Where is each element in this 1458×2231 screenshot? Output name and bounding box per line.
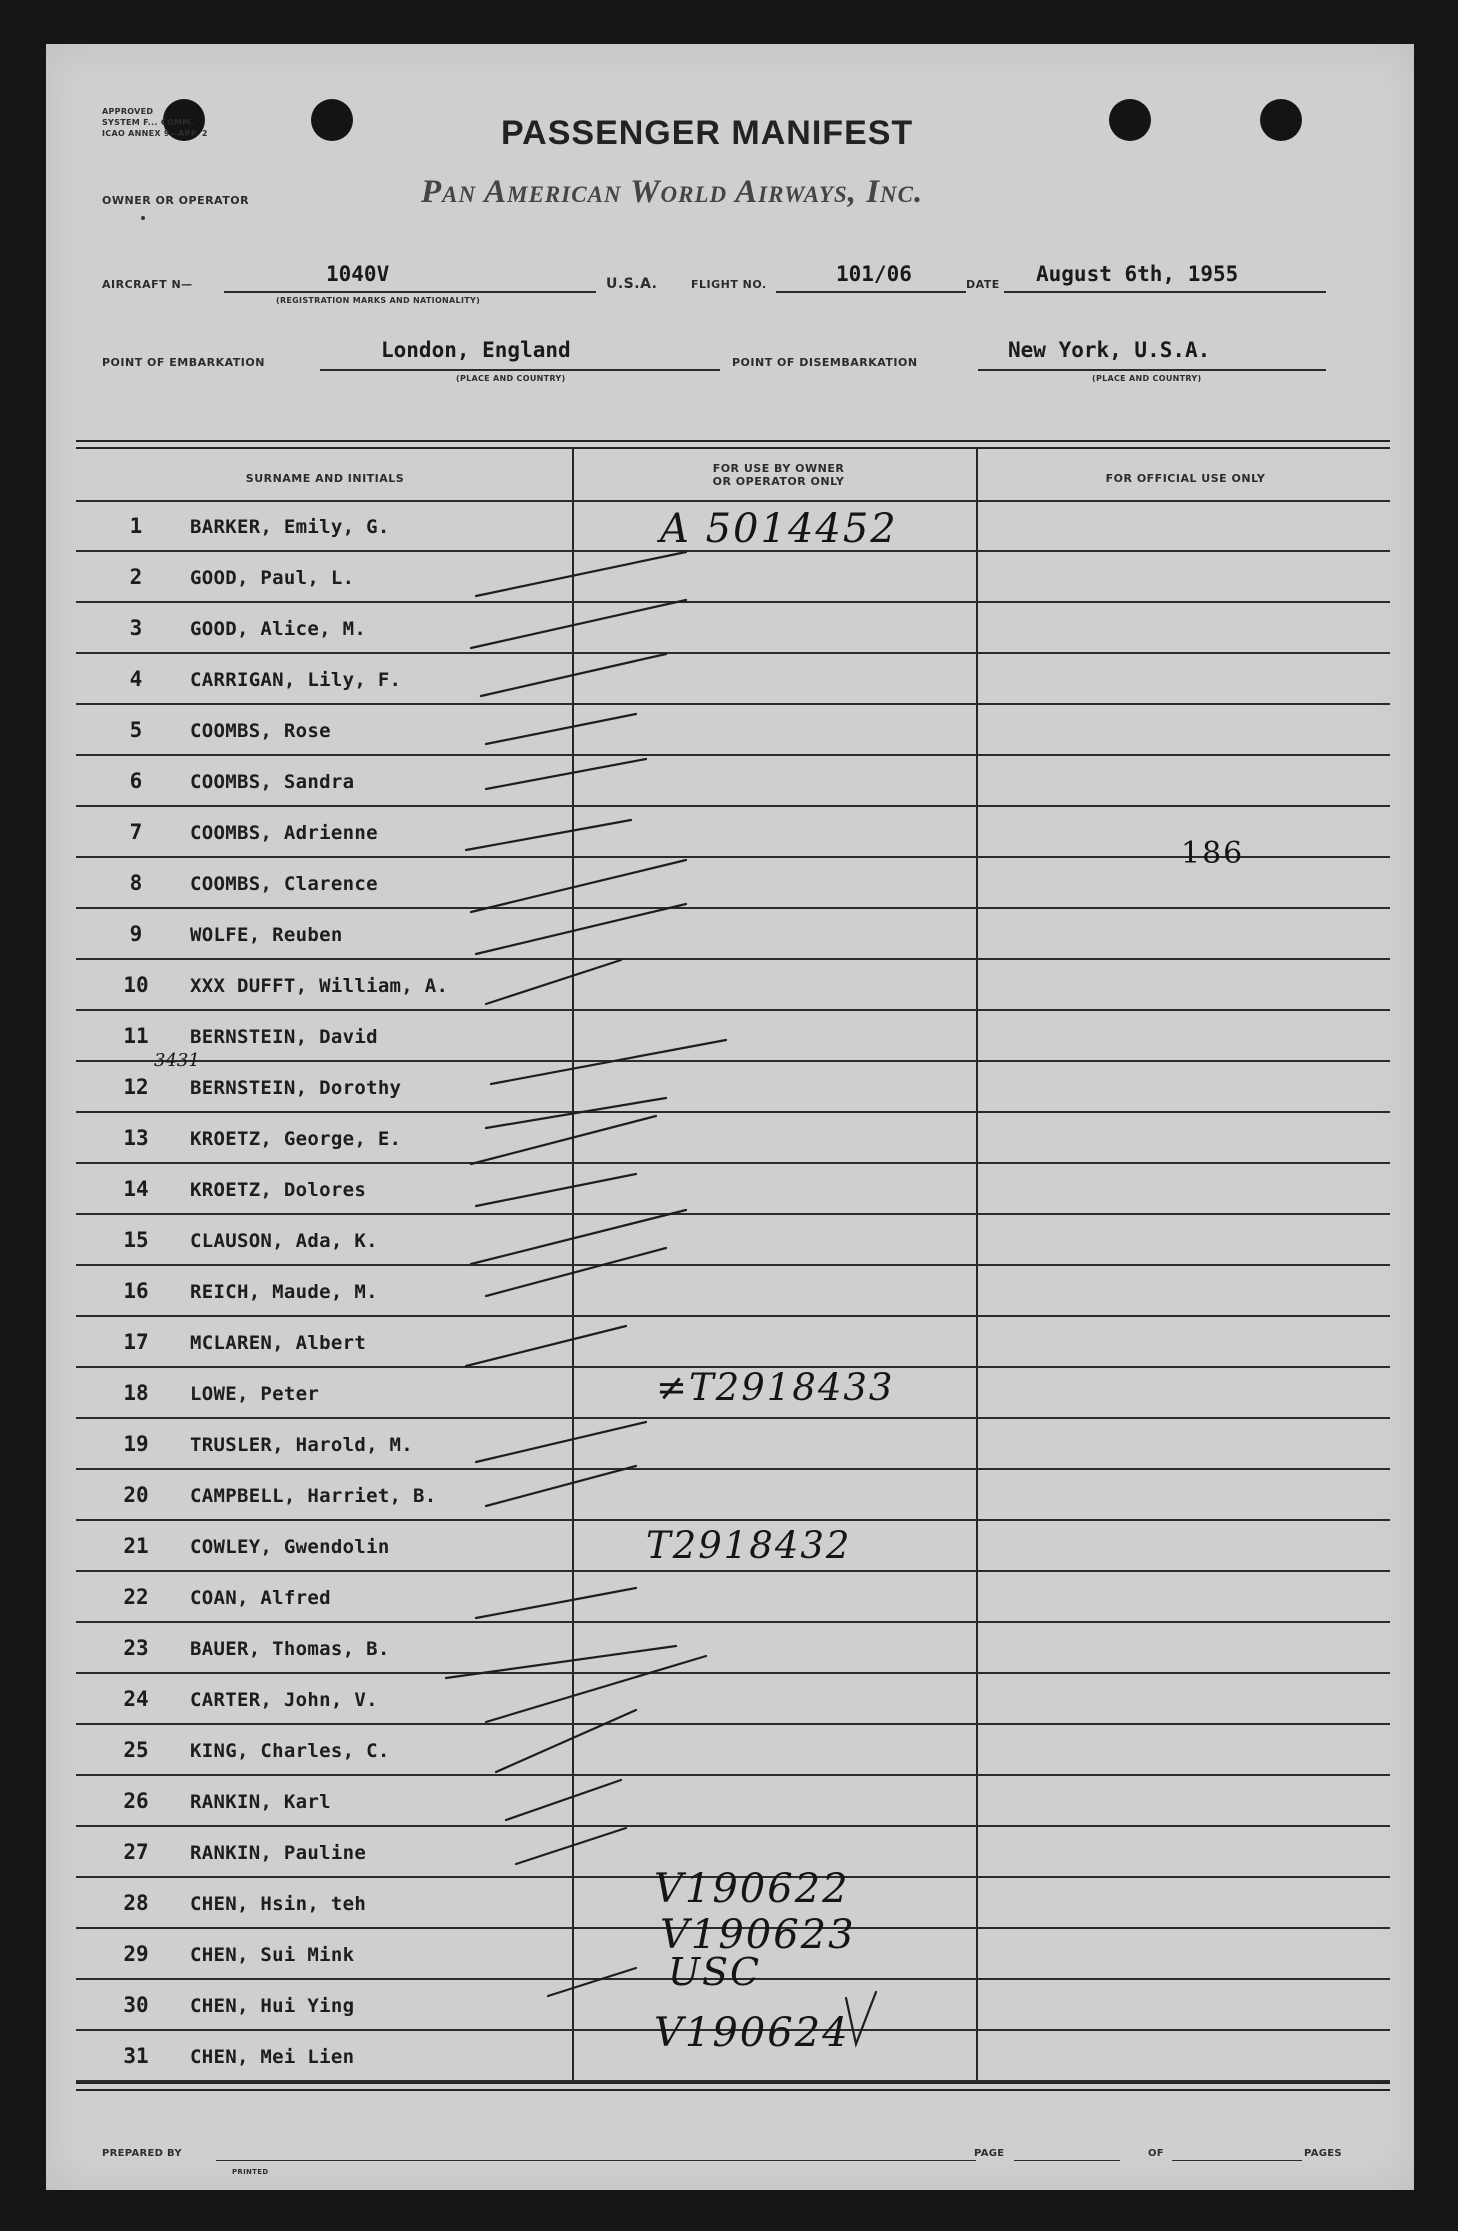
aircraft-label: AIRCRAFT N— xyxy=(102,278,193,291)
passenger-name: COOMBS, Rose xyxy=(190,720,331,742)
pages-label: PAGES xyxy=(1304,2148,1342,2159)
row-number: 6 xyxy=(129,769,143,793)
passenger-name: CHEN, Hui Ying xyxy=(190,1995,355,2017)
official-header: FOR OFFICIAL USE ONLY xyxy=(1105,472,1266,485)
passenger-name: COOMBS, Sandra xyxy=(190,771,355,793)
passenger-name: BAUER, Thomas, B. xyxy=(190,1638,390,1660)
surname-header: SURNAME AND INITIALS xyxy=(245,472,405,485)
passenger-name: CLAUSON, Ada, K. xyxy=(190,1230,378,1252)
owner-use-line: FOR USE BY OWNER xyxy=(712,462,845,475)
row-number: 4 xyxy=(129,667,143,691)
row-number: 23 xyxy=(123,1636,149,1660)
passenger-name: CAMPBELL, Harriet, B. xyxy=(190,1485,437,1507)
passenger-name: GOOD, Alice, M. xyxy=(190,618,367,640)
passenger-name: COOMBS, Clarence xyxy=(190,873,378,895)
registration-caption: (REGISTRATION MARKS AND NATIONALITY) xyxy=(276,296,481,305)
passenger-name: BERNSTEIN, David xyxy=(190,1026,378,1048)
row-number: 22 xyxy=(123,1585,149,1609)
form-title: PASSENGER MANIFEST xyxy=(501,114,914,152)
passenger-name: CHEN, Hsin, teh xyxy=(190,1893,367,1915)
of-line xyxy=(1172,2160,1302,2161)
row-number: 9 xyxy=(129,922,143,946)
date-label: DATE xyxy=(966,278,1000,291)
row-number: 24 xyxy=(123,1687,149,1711)
aircraft-value: 1040V xyxy=(326,262,390,286)
owner-label: OWNER OR OPERATOR xyxy=(102,194,250,207)
prepared-by-line xyxy=(216,2160,976,2161)
passenger-name: TRUSLER, Harold, M. xyxy=(190,1434,414,1456)
passenger-name: XXX DUFFT, William, A. xyxy=(190,975,449,997)
passenger-name: MCLAREN, Albert xyxy=(190,1332,367,1354)
row-number: 13 xyxy=(123,1126,149,1150)
prepared-by-label: PREPARED BY xyxy=(102,2148,182,2159)
row-number: 2 xyxy=(129,565,143,589)
official-note: 186 xyxy=(1181,836,1245,871)
passenger-name: COWLEY, Gwendolin xyxy=(190,1536,390,1558)
passenger-name: RANKIN, Karl xyxy=(190,1791,331,1813)
manifest-sheet xyxy=(46,44,1414,2190)
row-number: 17 xyxy=(123,1330,149,1354)
handwritten-margin-number: 3431 xyxy=(154,1050,200,1071)
row-number: 25 xyxy=(123,1738,149,1762)
row-number: 26 xyxy=(123,1789,149,1813)
handwritten-doc-number: V190624 xyxy=(654,2010,850,2056)
handwritten-doc-number: V190623 xyxy=(660,1912,856,1958)
page-line xyxy=(1014,2160,1120,2161)
date-value: August 6th, 1955 xyxy=(1036,262,1239,286)
handwritten-doc-number: ≠T2918433 xyxy=(656,1366,895,1409)
row-number: 11 xyxy=(123,1024,149,1048)
row-number: 8 xyxy=(129,871,143,895)
pen-check-strokes xyxy=(46,44,1414,2190)
of-label: OF xyxy=(1148,2148,1164,2159)
row-number: 21 xyxy=(123,1534,149,1558)
passenger-name: CARRIGAN, Lily, F. xyxy=(190,669,402,691)
approval-line: ICAO ANNEX 9—APP. 2 xyxy=(102,129,208,138)
row-number: 28 xyxy=(123,1891,149,1915)
passenger-name: CHEN, Sui Mink xyxy=(190,1944,355,1966)
row-number: 20 xyxy=(123,1483,149,1507)
passenger-name: KING, Charles, C. xyxy=(190,1740,390,1762)
handwritten-doc-number: A 5014452 xyxy=(660,506,898,552)
row-number: 27 xyxy=(123,1840,149,1864)
row-number: 7 xyxy=(129,820,143,844)
passenger-name: GOOD, Paul, L. xyxy=(190,567,355,589)
passenger-name: KROETZ, Dolores xyxy=(190,1179,367,1201)
row-number: 1 xyxy=(129,514,143,538)
owner-use-line: OR OPERATOR ONLY xyxy=(712,475,845,488)
passenger-name: COOMBS, Adrienne xyxy=(190,822,378,844)
passenger-name: REICH, Maude, M. xyxy=(190,1281,378,1303)
passenger-name: WOLFE, Reuben xyxy=(190,924,343,946)
row-number: 10 xyxy=(123,973,149,997)
flight-label: FLIGHT NO. xyxy=(691,278,767,291)
embark-caption: (PLACE AND COUNTRY) xyxy=(456,374,566,383)
approval-line: SYSTEM F... COMM. xyxy=(102,118,194,127)
passenger-name: RANKIN, Pauline xyxy=(190,1842,367,1864)
row-number: 16 xyxy=(123,1279,149,1303)
passenger-name: LOWE, Peter xyxy=(190,1383,320,1405)
passenger-name: CARTER, John, V. xyxy=(190,1689,378,1711)
embark-value: London, England xyxy=(381,338,571,362)
usa-label: U.S.A. xyxy=(606,276,658,292)
handwritten-doc-number: USC xyxy=(668,1950,762,1994)
row-number: 18 xyxy=(123,1381,149,1405)
handwritten-doc-number: T2918432 xyxy=(646,1524,852,1567)
page-label: PAGE xyxy=(974,2148,1005,2159)
row-number: 12 xyxy=(123,1075,149,1099)
disembark-value: New York, U.S.A. xyxy=(1008,338,1211,362)
passenger-name: KROETZ, George, E. xyxy=(190,1128,402,1150)
handwritten-doc-number: V190622 xyxy=(654,1866,850,1912)
passenger-name: BARKER, Emily, G. xyxy=(190,516,390,538)
printed-caption: PRINTED xyxy=(232,2168,269,2176)
row-number: 29 xyxy=(123,1942,149,1966)
embark-label: POINT OF EMBARKATION xyxy=(102,356,265,369)
row-number: 3 xyxy=(129,616,143,640)
passenger-name: COAN, Alfred xyxy=(190,1587,331,1609)
approval-line: APPROVED xyxy=(102,107,154,116)
passenger-name: BERNSTEIN, Dorothy xyxy=(190,1077,402,1099)
row-number: 30 xyxy=(123,1993,149,2017)
passenger-name: CHEN, Mei Lien xyxy=(190,2046,355,2068)
row-number: 19 xyxy=(123,1432,149,1456)
airline-name: Pan American World Airways, Inc. xyxy=(421,174,924,210)
disembark-caption: (PLACE AND COUNTRY) xyxy=(1092,374,1202,383)
row-number: 31 xyxy=(123,2044,149,2068)
flight-value: 101/06 xyxy=(836,262,912,286)
row-number: 15 xyxy=(123,1228,149,1252)
row-number: 5 xyxy=(129,718,143,742)
row-number: 14 xyxy=(123,1177,149,1201)
disembark-label: POINT OF DISEMBARKATION xyxy=(732,356,918,369)
